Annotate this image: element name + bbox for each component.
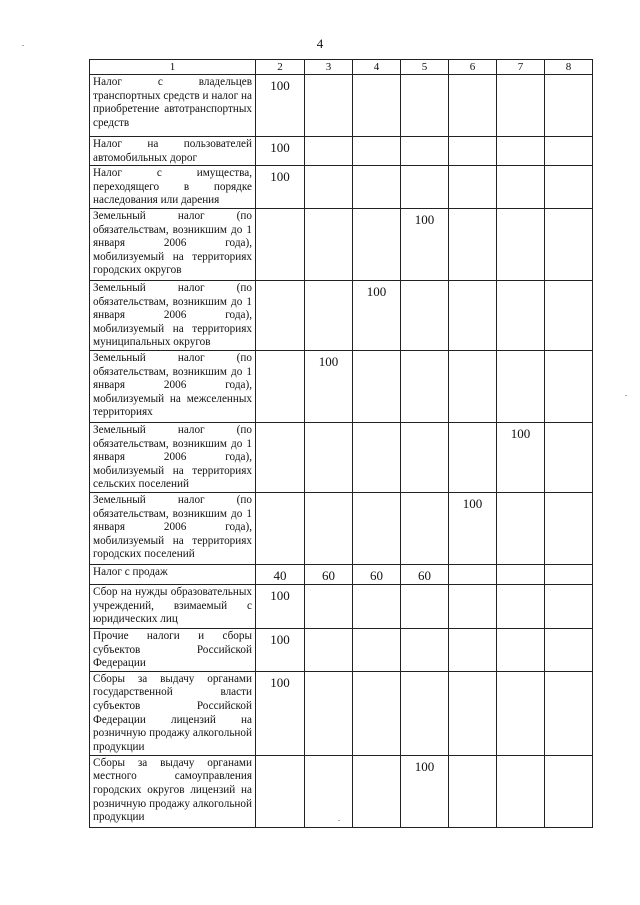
value-cell-col-6 — [449, 166, 497, 209]
value-cell-col-7 — [497, 166, 545, 209]
value-cell-col-4: 100 — [353, 280, 401, 350]
tax-name-cell: Налог на пользователей автомобильных дорог — [90, 137, 256, 166]
value-cell-col-4 — [353, 137, 401, 166]
value-cell-col-2 — [256, 422, 305, 492]
tax-name-cell: Налог с владельцев транспортных средств и налог на приобретение автотранспортных средств — [90, 75, 256, 137]
value-cell-col-7 — [497, 671, 545, 755]
table-row — [90, 628, 593, 671]
value-cell-col-2: 100 — [256, 137, 305, 166]
tax-name-cell: Прочие налоги и сборы субъектов Российской Федерации — [90, 628, 256, 671]
value-cell-col-2: 100 — [256, 166, 305, 209]
value-cell-col-6 — [449, 584, 497, 628]
value-cell-col-7 — [497, 584, 545, 628]
value-cell-col-7 — [497, 350, 545, 422]
value-cell-col-7: 100 — [497, 422, 545, 492]
tax-distribution-table — [89, 59, 593, 828]
tax-name-cell: Земельный налог (по обязательствам, возникшим до 1 января 2006 года), мобилизуемый на межселенных территориях — [90, 350, 256, 422]
value-cell-col-4 — [353, 422, 401, 492]
scan-speck — [22, 45, 24, 46]
value-cell-col-7 — [497, 492, 545, 564]
value-cell-col-3 — [305, 137, 353, 166]
table-row — [90, 564, 593, 584]
scan-speck — [625, 395, 627, 396]
scan-speck — [338, 820, 340, 821]
table-row — [90, 137, 593, 166]
value-cell-col-5 — [401, 671, 449, 755]
value-cell-col-5 — [401, 584, 449, 628]
value-cell-col-6 — [449, 671, 497, 755]
value-cell-col-3 — [305, 628, 353, 671]
table-row — [90, 492, 593, 564]
value-cell-col-6 — [449, 628, 497, 671]
value-cell-col-4 — [353, 492, 401, 564]
value-cell-col-8 — [545, 166, 593, 209]
value-cell-col-3 — [305, 492, 353, 564]
value-cell-col-4 — [353, 208, 401, 280]
table-row — [90, 755, 593, 827]
value-cell-col-3: 100 — [305, 350, 353, 422]
value-cell-col-2: 100 — [256, 75, 305, 137]
value-cell-col-2 — [256, 280, 305, 350]
tax-name-cell: Налог с продаж — [90, 564, 256, 584]
table-row — [90, 208, 593, 280]
value-cell-col-6: 100 — [449, 492, 497, 564]
tax-name-cell: Земельный налог (по обязательствам, возникшим до 1 января 2006 года), мобилизуемый на территориях городских поселений — [90, 492, 256, 564]
value-cell-col-5 — [401, 492, 449, 564]
value-cell-col-3 — [305, 671, 353, 755]
value-cell-col-2 — [256, 755, 305, 827]
value-cell-col-5: 100 — [401, 208, 449, 280]
value-cell-col-6 — [449, 280, 497, 350]
table-row — [90, 350, 593, 422]
value-cell-col-8 — [545, 584, 593, 628]
value-cell-col-2: 100 — [256, 584, 305, 628]
value-cell-col-8 — [545, 492, 593, 564]
value-cell-col-7 — [497, 280, 545, 350]
value-cell-col-5: 60 — [401, 564, 449, 584]
value-cell-col-7 — [497, 628, 545, 671]
table-row — [90, 166, 593, 209]
value-cell-col-8 — [545, 137, 593, 166]
table-row — [90, 422, 593, 492]
value-cell-col-8 — [545, 75, 593, 137]
table-row — [90, 75, 593, 137]
value-cell-col-7 — [497, 137, 545, 166]
tax-name-cell: Сбор на нужды образовательных учреждений, взимаемый с юридических лиц — [90, 584, 256, 628]
value-cell-col-8 — [545, 755, 593, 827]
value-cell-col-6 — [449, 564, 497, 584]
column-header-3: 3 — [305, 60, 353, 75]
value-cell-col-8 — [545, 208, 593, 280]
value-cell-col-3 — [305, 422, 353, 492]
value-cell-col-5 — [401, 422, 449, 492]
column-header-2: 2 — [256, 60, 305, 75]
value-cell-col-4 — [353, 671, 401, 755]
column-header-5: 5 — [401, 60, 449, 75]
table-row — [90, 671, 593, 755]
value-cell-col-4 — [353, 350, 401, 422]
value-cell-col-6 — [449, 350, 497, 422]
column-header-1: 1 — [90, 60, 256, 75]
column-header-6: 6 — [449, 60, 497, 75]
value-cell-col-6 — [449, 137, 497, 166]
value-cell-col-7 — [497, 208, 545, 280]
column-header-7: 7 — [497, 60, 545, 75]
column-header-4: 4 — [353, 60, 401, 75]
column-header-8: 8 — [545, 60, 593, 75]
tax-name-cell: Налог с имущества, переходящего в порядке наследования или дарения — [90, 166, 256, 209]
value-cell-col-8 — [545, 564, 593, 584]
value-cell-col-5 — [401, 137, 449, 166]
value-cell-col-5 — [401, 166, 449, 209]
value-cell-col-4 — [353, 75, 401, 137]
tax-name-cell: Сборы за выдачу органами государственной власти субъектов Российской Федерации лицензий на розничную продажу алкогольной продукции — [90, 671, 256, 755]
value-cell-col-4 — [353, 628, 401, 671]
value-cell-col-4 — [353, 166, 401, 209]
value-cell-col-4 — [353, 755, 401, 827]
value-cell-col-3 — [305, 166, 353, 209]
table-row — [90, 584, 593, 628]
table-body — [90, 75, 593, 828]
value-cell-col-2: 40 — [256, 564, 305, 584]
value-cell-col-7 — [497, 755, 545, 827]
value-cell-col-3: 60 — [305, 564, 353, 584]
value-cell-col-2 — [256, 492, 305, 564]
value-cell-col-6 — [449, 208, 497, 280]
tax-name-cell: Земельный налог (по обязательствам, возникшим до 1 января 2006 года), мобилизуемый на территориях городских округов — [90, 208, 256, 280]
value-cell-col-4 — [353, 584, 401, 628]
value-cell-col-3 — [305, 208, 353, 280]
value-cell-col-5 — [401, 75, 449, 137]
value-cell-col-4: 60 — [353, 564, 401, 584]
value-cell-col-2: 100 — [256, 628, 305, 671]
value-cell-col-5 — [401, 280, 449, 350]
page-number: 4 — [316, 36, 324, 51]
value-cell-col-6 — [449, 422, 497, 492]
value-cell-col-8 — [545, 280, 593, 350]
table-row — [90, 280, 593, 350]
value-cell-col-2 — [256, 350, 305, 422]
header-row — [90, 60, 593, 75]
value-cell-col-8 — [545, 350, 593, 422]
value-cell-col-5 — [401, 628, 449, 671]
value-cell-col-8 — [545, 422, 593, 492]
value-cell-col-7 — [497, 564, 545, 584]
value-cell-col-2 — [256, 208, 305, 280]
value-cell-col-3 — [305, 755, 353, 827]
value-cell-col-8 — [545, 628, 593, 671]
tax-name-cell: Сборы за выдачу органами местного самоуправления городских округов лицензий на розничную продажу алкогольной продукции — [90, 755, 256, 827]
tax-name-cell: Земельный налог (по обязательствам, возникшим до 1 января 2006 года), мобилизуемый на территориях муниципальных округов — [90, 280, 256, 350]
value-cell-col-5 — [401, 350, 449, 422]
value-cell-col-2: 100 — [256, 671, 305, 755]
value-cell-col-3 — [305, 584, 353, 628]
value-cell-col-5: 100 — [401, 755, 449, 827]
value-cell-col-8 — [545, 671, 593, 755]
value-cell-col-6 — [449, 755, 497, 827]
value-cell-col-6 — [449, 75, 497, 137]
value-cell-col-3 — [305, 280, 353, 350]
tax-name-cell: Земельный налог (по обязательствам, возникшим до 1 января 2006 года), мобилизуемый на территориях сельских поселений — [90, 422, 256, 492]
value-cell-col-7 — [497, 75, 545, 137]
value-cell-col-3 — [305, 75, 353, 137]
